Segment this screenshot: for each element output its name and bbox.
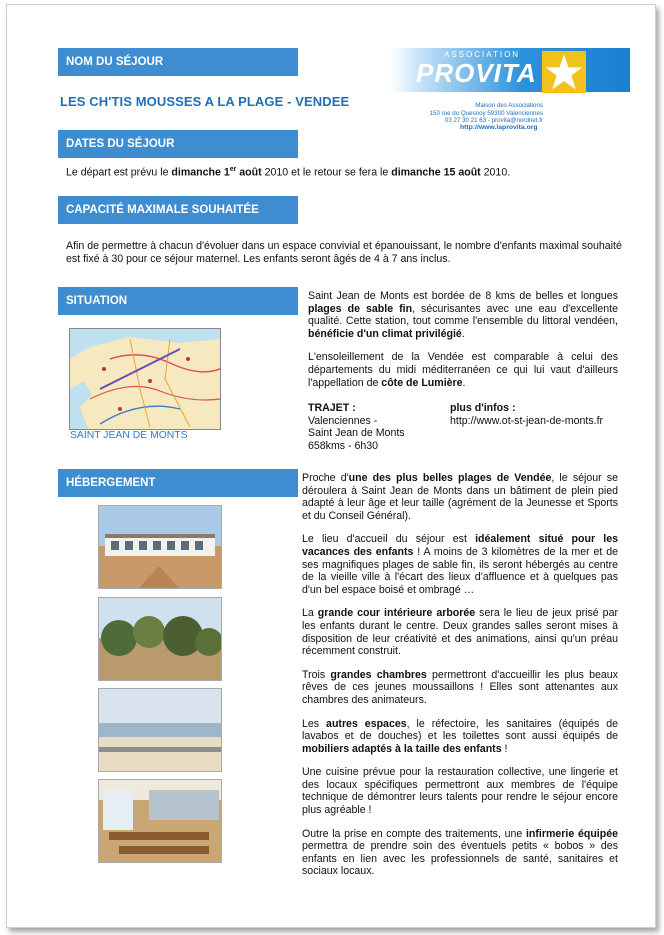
dates-text: Le départ est prévu le dimanche 1er août 2010 et le retour se fera le dimanche 15 août 2010.: [66, 166, 511, 179]
logo-name: PROVITA: [416, 58, 537, 88]
logo-contact-line: 03 27 30 21 63 - provita@nordnet.fr: [444, 117, 543, 125]
logo-association-text: ASSOCIATION: [444, 50, 521, 59]
section-header-hebergement: HÉBERGEMENT: [58, 469, 298, 497]
map-illustration: [70, 329, 220, 429]
infos-label: plus d'infos :: [450, 402, 516, 414]
beach-photo: [98, 688, 222, 772]
capacite-text: Afin de permettre à chacun d'évoluer dans un espace convivial et épanouissant, le nombre d'enfants maximal souhaité est fixé à 30 pour ce séjour maternel. Les enfants seront âgés de 4 à 7 ans inclus.: [66, 240, 622, 265]
logo-address-line: Maison des Associations: [475, 102, 543, 109]
infos-block: [450, 402, 603, 427]
provita-logo: [390, 48, 630, 130]
building-photo: [98, 505, 222, 589]
section-header-dates: DATES DU SÉJOUR: [58, 130, 298, 158]
trajet-label: TRAJET :: [308, 402, 356, 414]
logo-address-line: 150 rue du Quesnoy 59300 Valenciennes: [429, 109, 543, 117]
section-header-capacite: CAPACITÉ MAXIMALE SOUHAITÉE: [58, 196, 298, 224]
section-header-nom: NOM DU SÉJOUR: [58, 48, 298, 76]
trees-photo: [98, 597, 222, 681]
logo-url[interactable]: http://www.laprovita.org: [460, 124, 538, 131]
situation-text: Saint Jean de Monts est bordée de 8 kms de belles et longues plages de sable fin, sécurisantes avec une eau d'excellente qualité. Cette station, tout comme l'ensemble du littoral vendéen, bénéficie d'un climat privilégié. L'ensoleillement de la Vendée est comparable à celui des départements du midi méditerranéen ce qui lui vaut d'ailleurs l'appellation de côte de Lumière.: [308, 290, 618, 389]
region-map: [69, 328, 221, 430]
infos-link[interactable]: http://www.ot-st-jean-de-monts.fr: [450, 414, 604, 427]
trajet-block: TRAJET : Valenciennes - Saint Jean de Monts 658kms - 6h30: [308, 402, 405, 452]
hebergement-text: Proche d'une des plus belles plages de Vendée, le séjour se déroulera à Saint Jean de Monts dans un bâtiment de plein pied adapté à leur âge et leur taille (agrément de la Jeunesse et Sports et du Conseil Général). Le lieu d'accueil du séjour est idéalement situé pour les vacances des enfants ! A moins de 3 kilomètres de la mer et de ses magnifiques plages de sable fin, ils seront hébergés au centre de la vieille ville à l'écart des lieux d'affluence et à quelques pas d'un bel espace boisé et ombragé … La grande cour intérieure arborée sera le lieu de jeux prisé par les enfants durant le centre. Deux grandes salles seront mises à disposition de leur créativité et des animations, ainsi qu'un préau récemment construit. Trois grandes chambres permettront d'accueillir les plus beaux rêves de ces jeunes moussaillons ! Elles sont attenantes aux chambres des animateurs. Les autres espaces, le réfectoire, les sanitaires (équipés de lavabos et de douches) et les toilettes sont aussi équipés de mobiliers adaptés à la taille des enfants ! Une cuisine prévue pour la restauration collective, une lingerie et des locaux spécifiques permettront aux membres de l'équipe technique de démontrer leurs talents pour rendre le séjour encore plus agréable ! Outre la prise en compte des traitements, une infirmerie équipée permettra de prendre soin des éventuels petits « bobos » des enfants en lien avec les professionnels de santé, sanitaires et sociaux locaux.: [302, 472, 618, 878]
section-header-situation: SITUATION: [58, 287, 298, 315]
stay-title: LES CH'TIS MOUSSES A LA PLAGE - VENDEE: [60, 94, 350, 109]
dining-room-photo: [98, 779, 222, 863]
map-label: SAINT JEAN DE MONTS: [70, 430, 188, 441]
star-icon: [542, 50, 586, 94]
